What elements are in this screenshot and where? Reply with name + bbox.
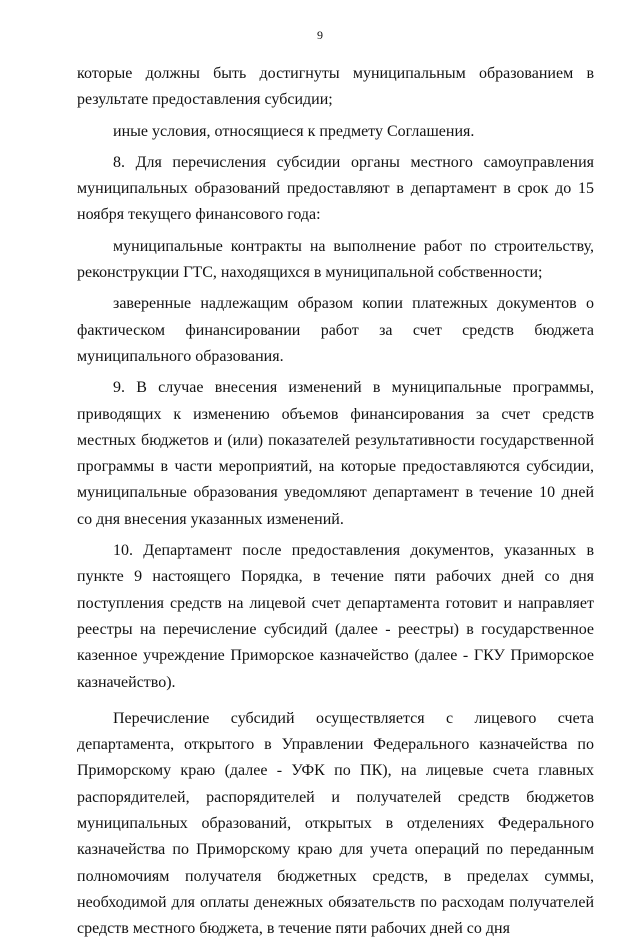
paragraph-item-9: 9. В случае внесения изменений в муниципальные программы, приводящих к изменению объемов финансирования за счет средств местных бюджетов и (или) показателей результативности государственной программы в части мероприятий, на которые предоставляются субсидии, муниципальные образования уведомляют департамент в течение 10 дней со дня внесения указанных изменений. (77, 379, 594, 528)
page-number: 9 (317, 28, 323, 42)
paragraph-payment-copies: заверенные надлежащим образом копии платежных документов о фактическом финансировании работ за счет средств бюджета муниципального образования. (77, 295, 594, 365)
paragraph-contracts: муниципальные контракты на выполнение работ по строительству, реконструкции ГТС, находящихся в муниципальной собственности; (77, 237, 594, 282)
paragraph-transfer: Перечисление субсидий осуществляется с лицевого счета департамента, открытого в Управлении Федерального казначейства по Приморскому краю (далее - УФК по ПК), на лицевые счета главных распорядителей, распорядителей и получателей средств бюджетов муниципальных образований, открытых в отделениях Федерального казначейства по Приморскому краю для учета операций по переданным полномочиям получателя бюджетных средств, в пределах суммы, необходимой для оплаты денежных обязательств по расходам получателей средств местного бюджета, в течение пяти рабочих дней со дня (77, 709, 594, 938)
document-body (77, 61, 594, 943)
paragraph-continuation: которые должны быть достигнуты муниципальным образованием в результате предоставления субсидии; (77, 65, 594, 109)
paragraph-item-10: 10. Департамент после предоставления документов, указанных в пункте 9 настоящего Порядка, в течение пяти рабочих дней со дня поступления средств на лицевой счет департамента готовит и направляет реестры на перечисление субсидий (далее - реестры) в государственное казенное учреждение Приморское казначейство (далее - ГКУ Приморское казначейство). (77, 542, 594, 691)
paragraph-item-8: 8. Для перечисления субсидии органы местного самоуправления муниципальных образований предоставляют в департамент в срок до 15 ноября текущего финансового года: (77, 153, 594, 224)
paragraph-other-conditions: иные условия, относящиеся к предмету Соглашения. (113, 122, 475, 140)
